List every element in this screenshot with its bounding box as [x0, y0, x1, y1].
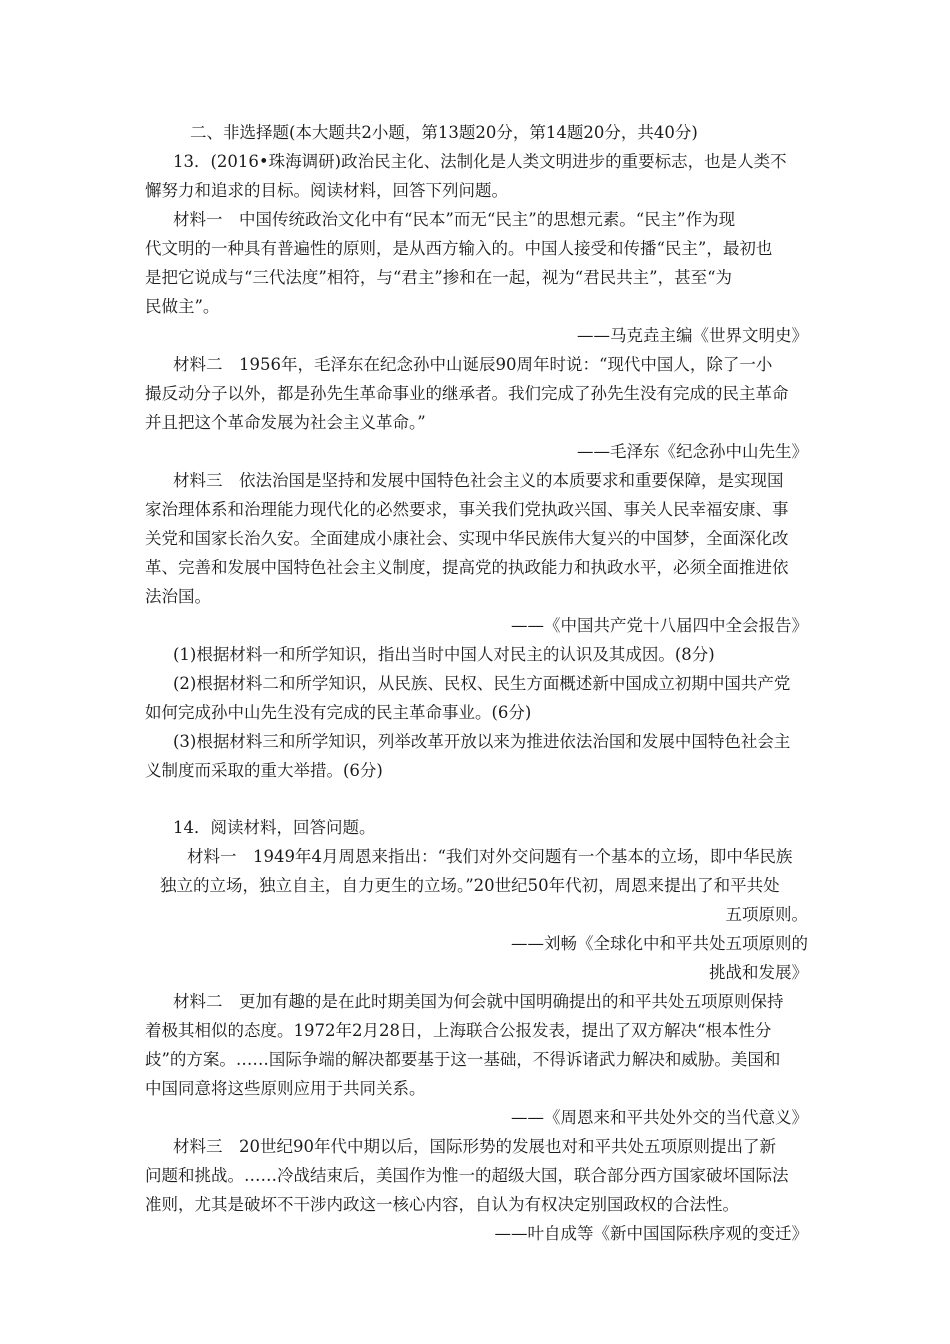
q13-material3-line-2: 家治理体系和治理能力现代化的必然要求，事关我们党执政兴国、事关人民幸福安康、事 [145, 500, 789, 519]
q13-intro-line-2: 懈努力和追求的目标。阅读材料，回答下列问题。 [145, 181, 508, 200]
q14-material1-line-1: 材料一 1949年4月周恩来指出：“我们对外交问题有一个基本的立场，即中华民族 [187, 847, 793, 866]
q13-question-3-line-2: 义制度而采取的重大举措。(6分) [145, 761, 383, 780]
q13-material3-line-3: 关党和国家长治久安。全面建成小康社会、实现中华民族伟大复兴的中国梦，全面深化改 [145, 529, 789, 548]
q13-question-1: (1)根据材料一和所学知识，指出当时中国人对民主的认识及其成因。(8分) [173, 645, 715, 664]
q13-material1-line-3: 是把它说成与“三代法度”相符，与“君主”掺和在一起，视为“君民共主”，甚至“为 [145, 268, 733, 287]
q13-material1-source: ——马克垚主编《世界文明史》 [577, 326, 808, 345]
q14-intro: 14．阅读材料，回答问题。 [173, 818, 376, 837]
q14-material1-line-2: 独立的立场，独立自主，自力更生的立场。”20世纪50年代初，周恩来提出了和平共处 [160, 876, 780, 895]
q13-intro-line-1: 13．(2016•珠海调研)政治民主化、法制化是人类文明进步的重要标志，也是人类不 [173, 152, 787, 171]
q13-material2-line-2: 撮反动分子以外，都是孙先生革命事业的继承者。我们完成了孙先生没有完成的民主革命 [145, 384, 789, 403]
q13-material2-source: ——毛泽东《纪念孙中山先生》 [577, 442, 808, 461]
q13-material2-line-3: 并且把这个革命发展为社会主义革命。” [145, 413, 426, 432]
q14-material3-line-1: 材料三 20世纪90年代中期以后，国际形势的发展也对和平共处五项原则提出了新 [173, 1137, 776, 1156]
q14-material1-source-line-1: ——刘畅《全球化中和平共处五项原则的 [511, 934, 808, 953]
q13-question-3-line-1: (3)根据材料三和所学知识，列举改革开放以来为推进依法治国和发展中国特色社会主 [173, 732, 791, 751]
q13-material3-line-4: 革、完善和发展中国特色社会主义制度，提高党的执政能力和执政水平，必须全面推进依 [145, 558, 789, 577]
q13-material3-line-1: 材料三 依法治国是坚持和发展中国特色社会主义的本质要求和重要保障，是实现国 [173, 471, 784, 490]
q13-material3-line-5: 法治国。 [145, 587, 211, 606]
q14-material3-source: ——叶自成等《新中国国际秩序观的变迁》 [494, 1224, 808, 1243]
q13-material1-line-4: 民做主”。 [145, 297, 220, 316]
q13-material1-line-1: 材料一 中国传统政治文化中有“民本”而无“民主”的思想元素。“民主”作为现 [173, 210, 736, 229]
q13-material3-source: ——《中国共产党十八届四中全会报告》 [511, 616, 808, 635]
q13-material2-line-1: 材料二 1956年，毛泽东在纪念孙中山诞辰90周年时说：“现代中国人，除了一小 [173, 355, 773, 374]
section-header: 二、非选择题(本大题共2小题，第13题20分，第14题20分，共40分) [190, 123, 698, 142]
q14-material2-line-1: 材料二 更加有趣的是在此时期美国为何会就中国明确提出的和平共处五项原则保持 [173, 992, 784, 1011]
q13-question-2-line-2: 如何完成孙中山先生没有完成的民主革命事业。(6分) [145, 703, 532, 722]
q14-material2-source: ——《周恩来和平共处外交的当代意义》 [511, 1108, 808, 1127]
q14-material3-line-2: 问题和挑战。……冷战结束后，美国作为惟一的超级大国，联合部分西方国家破坏国际法 [145, 1166, 789, 1185]
q14-material1-source-line-2: 挑战和发展》 [709, 963, 808, 982]
q14-material3-line-3: 准则，尤其是破坏不干涉内政这一核心内容，自认为有权决定别国政权的合法性。 [145, 1195, 739, 1214]
q14-material1-line-3: 五项原则。 [725, 905, 808, 924]
q14-material2-line-4: 中国同意将这些原则应用于共同关系。 [145, 1079, 426, 1098]
q13-material1-line-2: 代文明的一种具有普遍性的原则，是从西方输入的。中国人接受和传播“民主”，最初也 [145, 239, 773, 258]
q13-question-2-line-1: (2)根据材料二和所学知识，从民族、民权、民生方面概述新中国成立初期中国共产党 [173, 674, 791, 693]
q14-material2-line-3: 歧”的方案。……国际争端的解决都要基于这一基础，不得诉诸武力解决和威胁。美国和 [145, 1050, 781, 1069]
q14-material2-line-2: 着极其相似的态度。1972年2月28日，上海联合公报发表，提出了双方解决“根本性分 [145, 1021, 772, 1040]
